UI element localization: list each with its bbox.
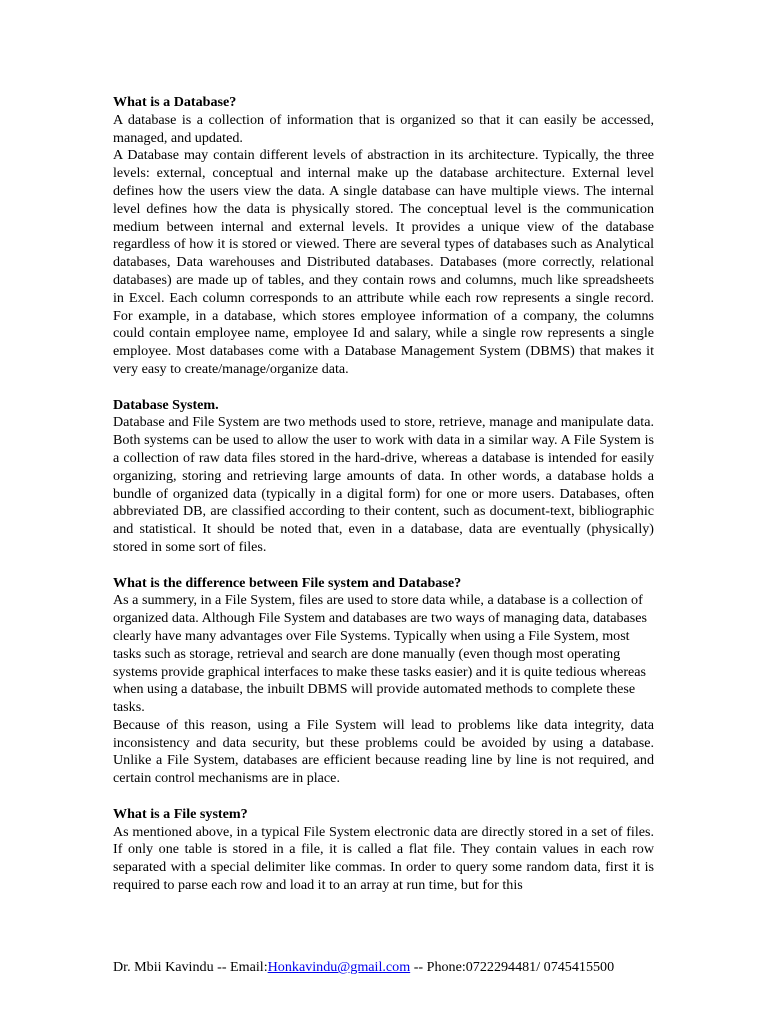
section-heading: What is the difference between File system and Database? (113, 574, 462, 591)
footer-email-link[interactable]: Honkavindu@gmail.com (267, 959, 411, 975)
section-heading: What is a File system? (113, 805, 248, 822)
paragraph: As a summery, in a File System, files are used to store data while, a database is a collection of organized data. Although File System and databases are two ways of managing data, databases clearly have many advantages over File Systems. Typically when using a File System, most tasks such as storage, retrieval and search are done manually (even though most operating systems provide graphical interfaces to make these tasks easier) and it is quite tedious whereas when using a database, the inbuilt DBMS will provide automated methods to complete these tasks. (113, 592, 647, 716)
paragraph-gap (113, 557, 654, 575)
section-heading: Database System. (113, 396, 219, 413)
section-heading: What is a Database? (113, 94, 237, 110)
paragraph-gap (113, 788, 654, 806)
section-difference (113, 575, 654, 789)
section-what-is-file-system (113, 806, 654, 895)
section-what-is-database (113, 94, 654, 379)
footer-phone: -- Phone:0722294481/ 0745415500 (410, 959, 615, 975)
paragraph-gap (113, 379, 654, 397)
paragraph: Because of this reason, using a File System will lead to problems like data integrity, data inconsistency and data security, but these problems could be avoided by using a database. Unlike a File System, databases are efficient because reading line by line is not required, and certain control mechanisms are in place. (113, 716, 654, 787)
section-database-system (113, 397, 654, 557)
document-body (113, 94, 654, 895)
paragraph: A Database may contain different levels of abstraction in its architecture. Typically, the three levels: external, conceptual and internal make up the database architecture. External level defines how the users view the data. A single database can have multiple views. The internal level defines how the data is physically stored. The conceptual level is the communication medium between internal and external levels. It provides a unique view of the database regardless of how it is stored or viewed. There are several types of databases such as Analytical databases, Data warehouses and Distributed databases. Databases (more correctly, relational databases) are made up of tables, and they contain rows and columns, much like spreadsheets in Excel. Each column corresponds to an attribute while each row represents a single record. For example, in a database, which stores employee information of a company, the columns could contain employee name, employee Id and salary, while a single row represents a single employee. Most databases come with a Database Management System (DBMS) that makes it very easy to create/manage/organize data. (113, 147, 654, 377)
paragraph: A database is a collection of information that is organized so that it can easily be accessed, managed, and updated. (113, 111, 654, 146)
page-footer (113, 959, 673, 977)
paragraph: As mentioned above, in a typical File System electronic data are directly stored in a set of files. If only one table is stored in a file, it is called a flat file. They contain values in each row separated with a special delimiter like commas. In order to query some random data, first it is required to parse each row and load it to an array at run time, but for this (113, 823, 654, 894)
footer-author: Dr. Mbii Kavindu -- Email: (113, 959, 268, 975)
paragraph: Database and File System are two methods used to store, retrieve, manage and manipulate data. Both systems can be used to allow the user to work with data in a similar way. A File System is a collection of raw data files stored in the hard-drive, whereas a database is intended for easily organizing, storing and retrieving large amounts of data. In other words, a database holds a bundle of organized data (typically in a digital form) for one or more users. Databases, often abbreviated DB, are classified according to their content, such as document-text, bibliographic and statistical. It should be noted that, even in a database, data are eventually (physically) stored in some sort of files. (113, 414, 654, 555)
